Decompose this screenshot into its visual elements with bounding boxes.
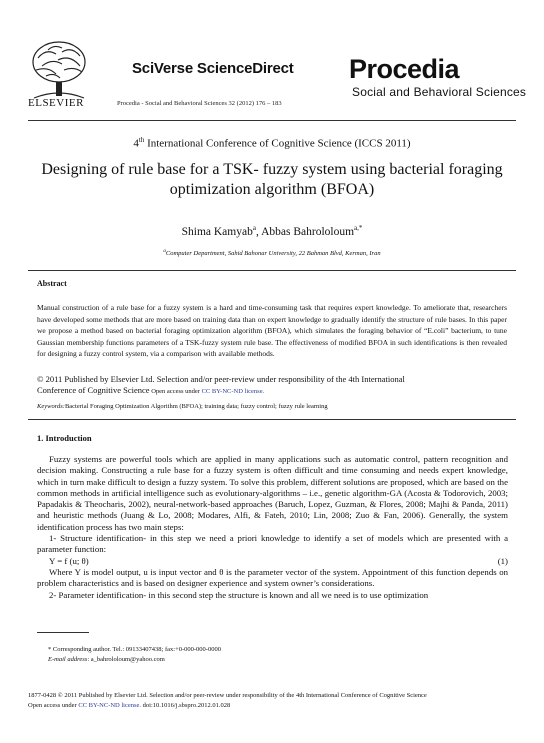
paragraph: Fuzzy systems are powerful tools which are applied in many applications such as automatic control, pattern recognition and decision making. Constructing a rule base for a fuzzy system is often difficult and time consuming and needs expert knowledge, which in turn make difficult to design a fuzzy system. To solve this problem, different solutions are proposed, which are based on the common methods in artificial intelligence such as evolutionary-algorithms – i.e., genetic algorithm-GA (Acosta & Todorovich, 2003; Papadakis & Theocharis, 2002), neural-network-based approaches (Baruch, Lopez, Guzman, & Flores, 2008; Majhi & Panda, 2011) and heuristic methods (Juang & Lo, 2008; Modares, Alfi, & Fateh, 2010; Lin, 2008; Zuo & Fan, 2006). Generally, the system identification process has two main steps: <box>37 454 508 532</box>
procedia-subtitle: Social and Behavioral Sciences <box>352 85 527 99</box>
page-footer: 1877-0428 © 2011 Published by Elsevier Ltd. Selection and/or peer-review under responsibility of the 4th International Conference of Cognitive Science Open access under CC BY-NC-ND license. doi:10.1016/j.sbspro.2012.01.028 <box>28 692 427 709</box>
paragraph: 1- Structure identification- in this step we need a priori knowledge to identify a set of models which are presented with a parameter function: <box>37 533 508 555</box>
paragraph: Where Y is model output, u is input vector and θ is the parameter vector of the system. Appointment of this function depends on problem characteristics and is based on designer experience and system owner’s considerations. <box>37 566 508 589</box>
introduction-body <box>37 454 508 601</box>
sciverse-sciencedirect-logo: SciVerse ScienceDirect <box>132 60 294 77</box>
footnote: * Corresponding author. Tel.: 09133407438; fax:+0-000-000-0000 E-mail address: a_bahrololoum@yahoo.com <box>48 646 221 663</box>
footer-license-link[interactable]: CC BY-NC-ND license. <box>78 702 142 709</box>
equation-number: (1) <box>497 555 508 566</box>
author-name: Shima Kamyab <box>181 225 253 238</box>
author-list: Shima Kamyab$^a$, Abbas Bahrololoum$^{a,*}$ <box>181 224 363 238</box>
abstract-heading: Abstract <box>37 279 67 288</box>
paragraph: 2- Parameter identification- in this second step the structure is known and all we need is to use optimization <box>49 589 429 600</box>
paper-title: Designing of rule base for a TSK- fuzzy system using bacterial foraging optimization algorithm (BFOA) <box>41 161 503 198</box>
copyright-notice: © 2011 Published by Elsevier Ltd. Selection and/or peer-review under responsibility of the 4th International Conference of Cognitive Science Open access under CC BY-NC-ND license. <box>37 374 405 395</box>
affiliation: $^a$Computer Department, Sahid Bahonar University, 22 Bahman Blvd, Kerman, Iran <box>163 249 381 258</box>
journal-reference: Procedia - Social and Behavioral Sciences 32 (2012) 176 – 183 <box>117 100 282 107</box>
elsevier-wordmark: ELSEVIER <box>28 97 84 109</box>
abstract-text: Manual construction of a rule base for a fuzzy system is a hard and time-consuming task that requires expert knowledge. To ameliorate that, researchers have developed some methods that are more based on training data than on expert knowledge to gradually identify the structure of rule bases. In this paper we propose a method based on bacterial foraging optimization algorithm (BFOA), which simulates the foraging behavior of “E.coli” bacterium, to tune Gaussian membership functions parameters of a TSK-fuzzy system rule base. The effectiveness of modified BFOA in such identifications is then revealed for designing a fuzzy control system, via a comparison with available methods. <box>37 303 507 359</box>
section-heading: 1. Introduction <box>37 433 92 443</box>
license-link[interactable]: CC BY-NC-ND license. <box>201 388 265 395</box>
conference-name: 4th International Conference of Cognitive Science (ICCS 2011) <box>133 136 411 150</box>
procedia-logo: Procedia <box>349 54 460 84</box>
equation: Y = f (u; θ) (1) <box>49 555 508 566</box>
header-divider <box>28 120 516 121</box>
author-name: Abbas Bahrololoum <box>261 225 355 238</box>
keywords: Keywords:Bacterial Foraging Optimization Algorithm (BFOA); training data; fuzzy control; fuzzy rule learning <box>37 403 328 410</box>
footnote-divider <box>37 632 89 633</box>
abstract-divider-top <box>28 270 516 271</box>
abstract-divider-bottom <box>28 419 516 420</box>
